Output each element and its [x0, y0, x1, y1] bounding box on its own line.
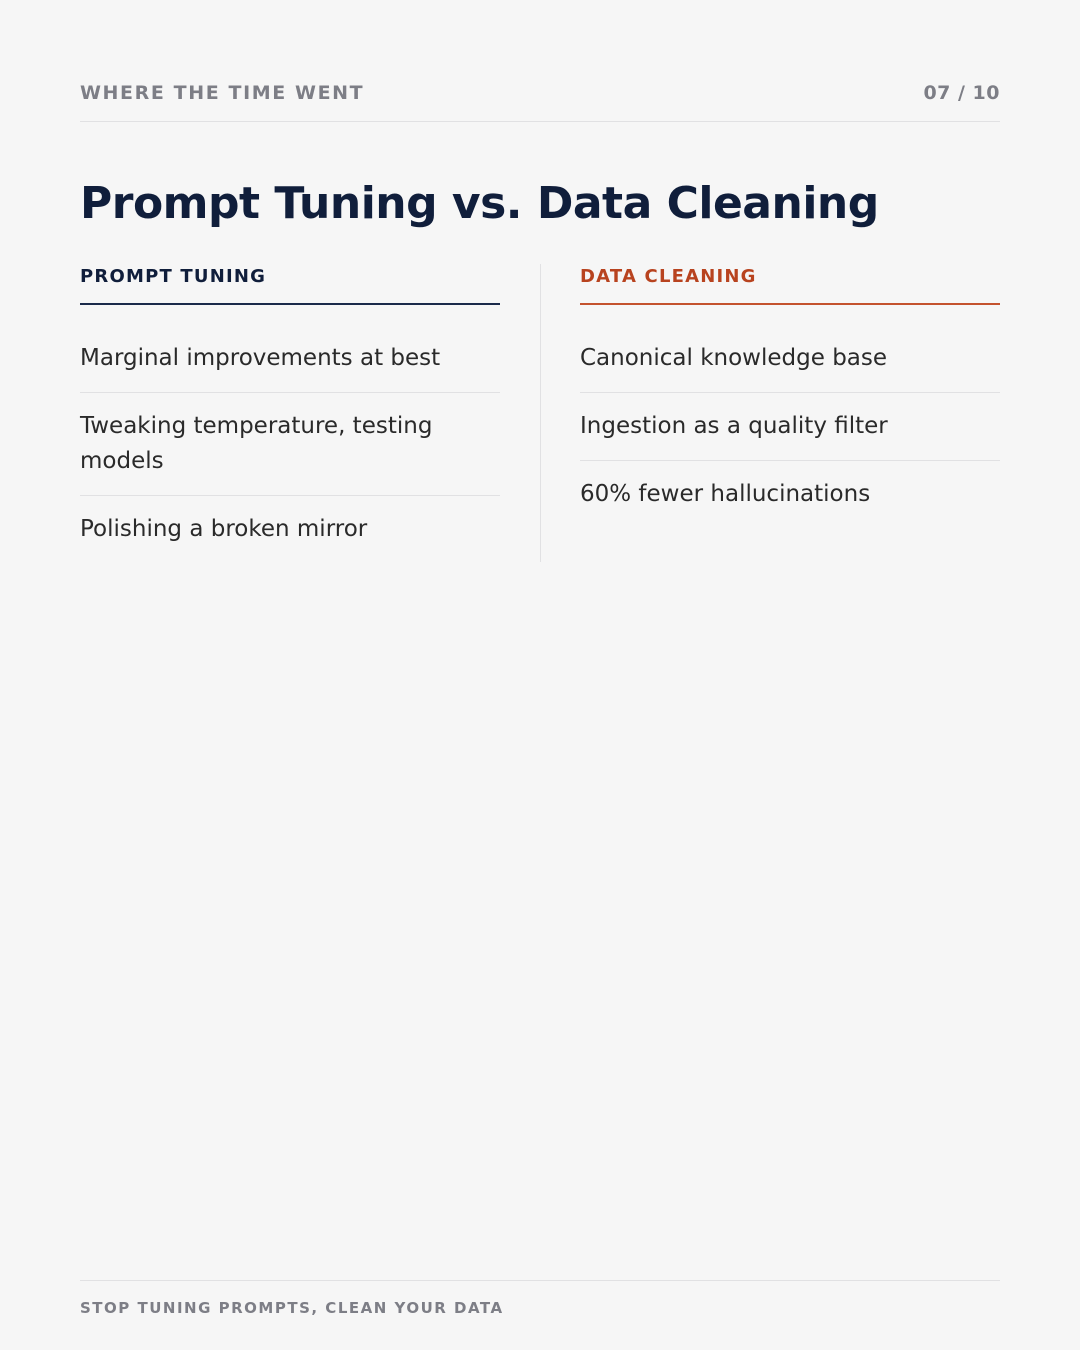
- column-divider: [540, 264, 541, 562]
- slide: [80, 0, 1000, 1350]
- prompt-tuning-list: [80, 305, 500, 563]
- footer-tagline: STOP TUNING PROMPTS, CLEAN YOUR DATA: [80, 1280, 1000, 1317]
- prompt-tuning-heading: PROMPT TUNING: [80, 264, 500, 305]
- list-item: Ingestion as a quality filter: [580, 393, 1000, 461]
- comparison-columns: [80, 264, 1000, 564]
- list-item: Marginal improvements at best: [80, 305, 500, 393]
- section-kicker: WHERE THE TIME WENT: [80, 82, 365, 104]
- data-cleaning-column: [580, 264, 1000, 528]
- list-item: Polishing a broken mirror: [80, 516, 368, 542]
- list-item: Canonical knowledge base: [580, 305, 1000, 393]
- prompt-tuning-column: [80, 264, 500, 563]
- list-item: Tweaking temperature, testing models: [80, 393, 500, 496]
- top-bar: [80, 80, 1000, 122]
- data-cleaning-heading: DATA CLEANING: [580, 264, 1000, 305]
- list-item: 60% fewer hallucinations: [580, 481, 871, 507]
- page-indicator: 07 / 10: [923, 82, 1000, 104]
- slide-title: Prompt Tuning vs. Data Cleaning: [80, 178, 879, 229]
- data-cleaning-list: [580, 305, 1000, 528]
